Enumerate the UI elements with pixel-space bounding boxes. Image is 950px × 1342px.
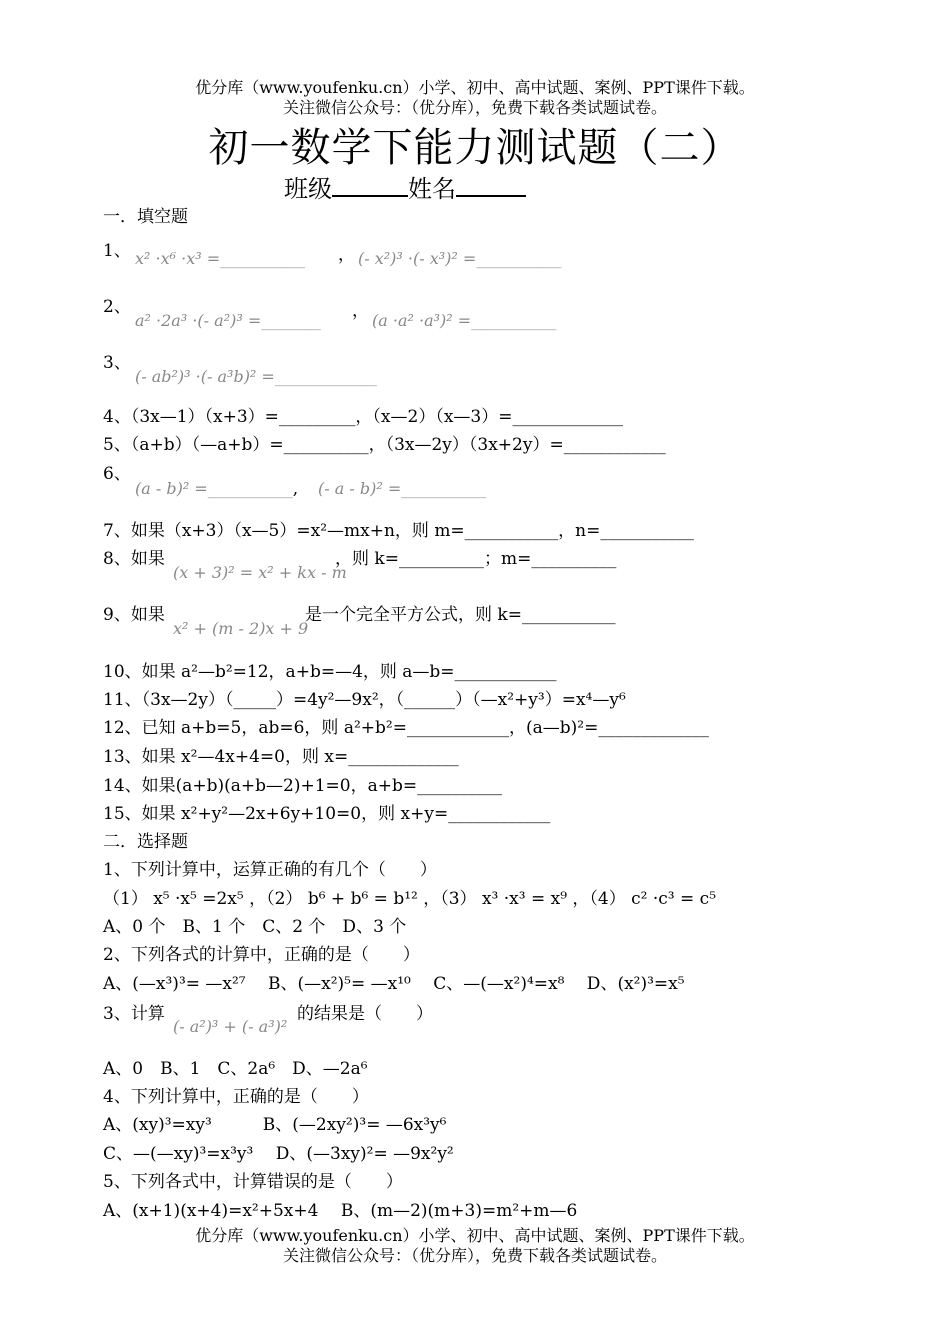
q4: 4、（3x—1）（x+3）=_________，（x—2）（x—3）=_____________ xyxy=(103,407,623,427)
footer-line-1: 优分库（www.youfenku.cn）小学、初中、高中试题、案例、PPT课件下载。 xyxy=(195,1226,755,1245)
c1-question: 1、下列计算中，运算正确的有几个（ ） xyxy=(103,860,437,880)
section-fill-in-title: 一．填空题 xyxy=(103,207,188,227)
q5: 5、（a+b）（—a+b）=__________，（3x—2y）（3x+2y）=____________ xyxy=(103,435,666,455)
name-label: 姓名 xyxy=(408,175,456,203)
q2-expr-a: a² ·2a³ ·(- a²)³ =_______ xyxy=(135,311,321,331)
c3-suffix: 的结果是（ ） xyxy=(297,1004,433,1024)
q13: 13、如果 x²—4x+4=0，则 x=_____________ xyxy=(103,747,459,767)
q1-number: 1、 xyxy=(103,241,131,261)
c3-answers: A、0 B、1 C、2a⁶ D、—2a⁶ xyxy=(103,1059,368,1079)
section-choice-title: 二．选择题 xyxy=(103,832,188,852)
c1-options: （1） x⁵ ·x⁵ =2x⁵ ，（2） b⁶ + b⁶ = b¹² ，（3） x³ ·x³ = x⁹ ，（4） c² ·c³ = c⁵ xyxy=(103,889,717,909)
q6-expr-b: (- a - b)² =__________ xyxy=(318,479,487,499)
header-line-2: 关注微信公众号：（优分库），免费下载各类试题试卷。 xyxy=(282,98,667,117)
class-blank[interactable] xyxy=(332,173,408,197)
class-label: 班级 xyxy=(284,175,332,203)
q6-number: 6、 xyxy=(103,464,131,484)
page-title: 初一数学下能力测试题（二） xyxy=(208,125,742,171)
c4-question: 4、下列计算中，正确的是（ ） xyxy=(103,1087,369,1107)
q7: 7、如果（x+3）（x—5）=x²—mx+n，则 m=___________，n=___________ xyxy=(103,521,694,541)
q9-prefix: 9、如果 xyxy=(103,605,165,625)
c1-answers: A、0 个 B、1 个 C、2 个 D、3 个 xyxy=(103,917,407,937)
q11: 11、（3x—2y）（_____）=4y²—9x²，（______）（—x²+y³）=x⁴—y⁶ xyxy=(103,690,626,710)
q12: 12、已知 a+b=5，ab=6，则 a²+b²=____________，(a—b)²=_____________ xyxy=(103,718,709,738)
q3-expr-a: (- ab²)³ ·(- a³b)² =____________ xyxy=(135,367,377,387)
q10: 10、如果 a²—b²=12，a+b=—4，则 a—b=____________ xyxy=(103,662,557,682)
footer-line-2: 关注微信公众号：（优分库），免费下载各类试题试卷。 xyxy=(282,1246,667,1265)
q8-prefix: 8、如果 xyxy=(103,549,165,569)
q2-expr-b: (a ·a² ·a³)² =__________ xyxy=(372,311,557,331)
name-blank[interactable] xyxy=(456,173,526,197)
header-line-1: 优分库（www.youfenku.cn）小学、初中、高中试题、案例、PPT课件下载。 xyxy=(195,78,755,97)
c4-answers-a: A、(xy)³=xy³ B、(—2xy²)³= —6x³y⁶ xyxy=(103,1115,447,1135)
c2-answers: A、(—x³)³= —x²⁷ B、(—x²)⁵= —x¹⁰ C、—(—x²)⁴=x⁸ D、(x²)³=x⁵ xyxy=(103,974,685,994)
q8-suffix: ，则 k=__________；m=__________ xyxy=(335,549,617,569)
c3-prefix: 3、计算 xyxy=(103,1004,165,1024)
c5-question: 5、下列各式中，计算错误的是（ ） xyxy=(103,1172,403,1192)
q1-separator: ， xyxy=(338,245,355,265)
q2-separator: ， xyxy=(352,301,369,321)
q2-number: 2、 xyxy=(103,297,131,317)
q1-expr-b: (- x²)³ ·(- x³)² =__________ xyxy=(358,249,562,269)
q1-expr-a: x² ·x⁶ ·x³ =__________ xyxy=(135,249,306,269)
q6-expr-a: (a - b)² =__________, xyxy=(135,479,299,499)
q9-suffix: 是一个完全平方公式，则 k=___________ xyxy=(305,605,616,625)
class-name-line xyxy=(0,173,810,204)
q14: 14、如果(a+b)(a+b—2)+1=0，a+b=__________ xyxy=(103,776,503,796)
c3-expr: (- a²)³ + (- a³)² xyxy=(173,1017,288,1036)
c5-answers-a: A、(x+1)(x+4)=x²+5x+4 B、(m—2)(m+3)=m²+m—6 xyxy=(103,1201,578,1221)
q8-expr: (x + 3)² = x² + kx - m xyxy=(173,563,347,582)
q9-expr: x² + (m - 2)x + 9 xyxy=(173,619,309,638)
c2-question: 2、下列各式的计算中，正确的是（ ） xyxy=(103,945,420,965)
q15: 15、如果 x²+y²—2x+6y+10=0，则 x+y=____________ xyxy=(103,804,551,824)
c4-answers-b: C、—(—xy)³=x³y³ D、(—3xy)²= —9x²y² xyxy=(103,1144,454,1164)
q3-number: 3、 xyxy=(103,353,131,373)
